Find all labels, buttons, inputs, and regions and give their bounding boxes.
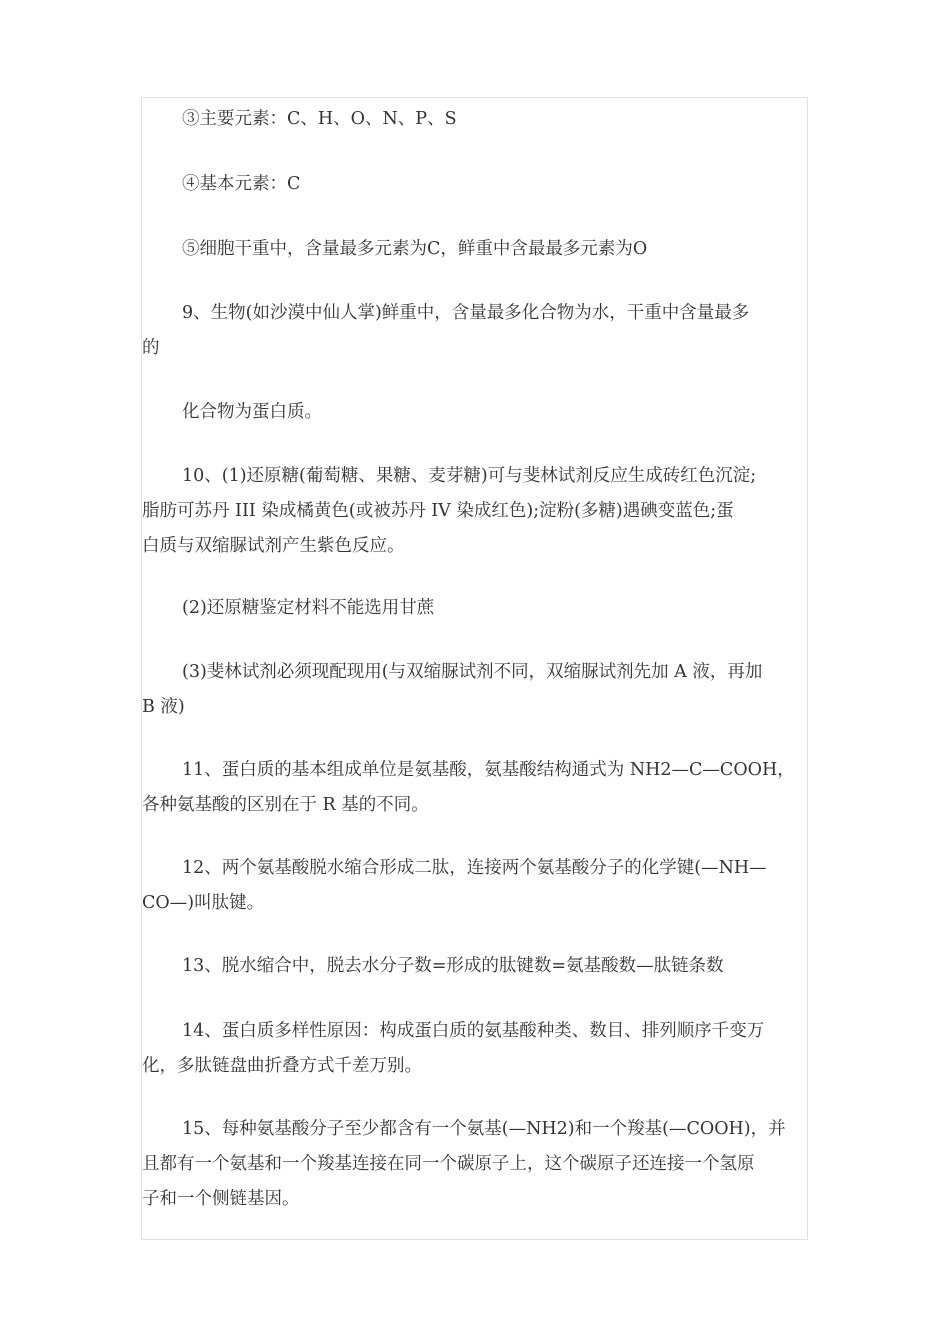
text-line: 11、蛋白质的基本组成单位是氨基酸，氨基酸结构通式为 NH2—C—COOH， — [182, 760, 795, 780]
text-line: 9、生物(如沙漠中仙人掌)鲜重中，含量最多化合物为水，干重中含量最多 — [182, 303, 750, 323]
text-line: 14、蛋白质多样性原因：构成蛋白质的氨基酸种类、数目、排列顺序千变万 — [182, 1021, 765, 1041]
paragraph-item-12 — [142, 851, 810, 921]
paragraph-item-9-continued — [142, 395, 810, 430]
text-line: 化合物为蛋白质。 — [182, 402, 322, 422]
paragraph-item-10 — [142, 459, 810, 564]
text-line: 15、每种氨基酸分子至少都含有一个氨基(—NH2)和一个羧基(—COOH)，并 — [182, 1119, 786, 1139]
text-line: ④基本元素：C — [182, 174, 301, 194]
paragraph-item-13 — [142, 949, 810, 984]
paragraph-basic-element — [142, 167, 810, 202]
paragraph-cell-weight-elements — [142, 232, 810, 267]
paragraph-item-15 — [142, 1112, 810, 1217]
text-line: ③主要元素：C、H、O、N、P、S — [182, 109, 457, 129]
text-line: 13、脱水缩合中，脱去水分子数=形成的肽键数=氨基酸数—肽链条数 — [182, 956, 724, 976]
text-line: CO—)叫肽键。 — [142, 893, 265, 913]
text-line: 脂肪可苏丹 III 染成橘黄色(或被苏丹 IV 染成红色);淀粉(多糖)遇碘变蓝色;蛋 — [142, 501, 734, 521]
text-line: B 液) — [142, 697, 185, 717]
paragraph-item-14 — [142, 1014, 810, 1084]
text-line: 且都有一个氨基和一个羧基连接在同一个碳原子上，这个碳原子还连接一个氢原 — [142, 1154, 755, 1174]
paragraph-main-elements — [142, 102, 810, 137]
text-line: 化，多肽链盘曲折叠方式千差万别。 — [142, 1056, 422, 1076]
text-line: 10、(1)还原糖(葡萄糖、果糖、麦芽糖)可与斐林试剂反应生成砖红色沉淀; — [182, 466, 757, 486]
paragraph-item-10-3 — [142, 655, 810, 725]
paragraph-item-11 — [142, 753, 810, 823]
text-line: 子和一个侧链基因。 — [142, 1189, 300, 1209]
paragraph-item-9 — [142, 296, 810, 366]
paragraph-item-10-2 — [142, 591, 810, 626]
text-line: (3)斐林试剂必须现配现用(与双缩脲试剂不同，双缩脲试剂先加 A 液，再加 — [182, 662, 763, 682]
text-line: 白质与双缩脲试剂产生紫色反应。 — [142, 536, 405, 556]
text-line: 的 — [142, 338, 160, 358]
text-line: 各种氨基酸的区别在于 R 基的不同。 — [142, 795, 429, 815]
text-line: ⑤细胞干重中，含量最多元素为C，鲜重中含最最多元素为O — [182, 239, 648, 259]
text-line: 12、两个氨基酸脱水缩合形成二肽，连接两个氨基酸分子的化学键(—NH— — [182, 858, 767, 878]
text-line: (2)还原糖鉴定材料不能选用甘蔗 — [182, 598, 435, 618]
